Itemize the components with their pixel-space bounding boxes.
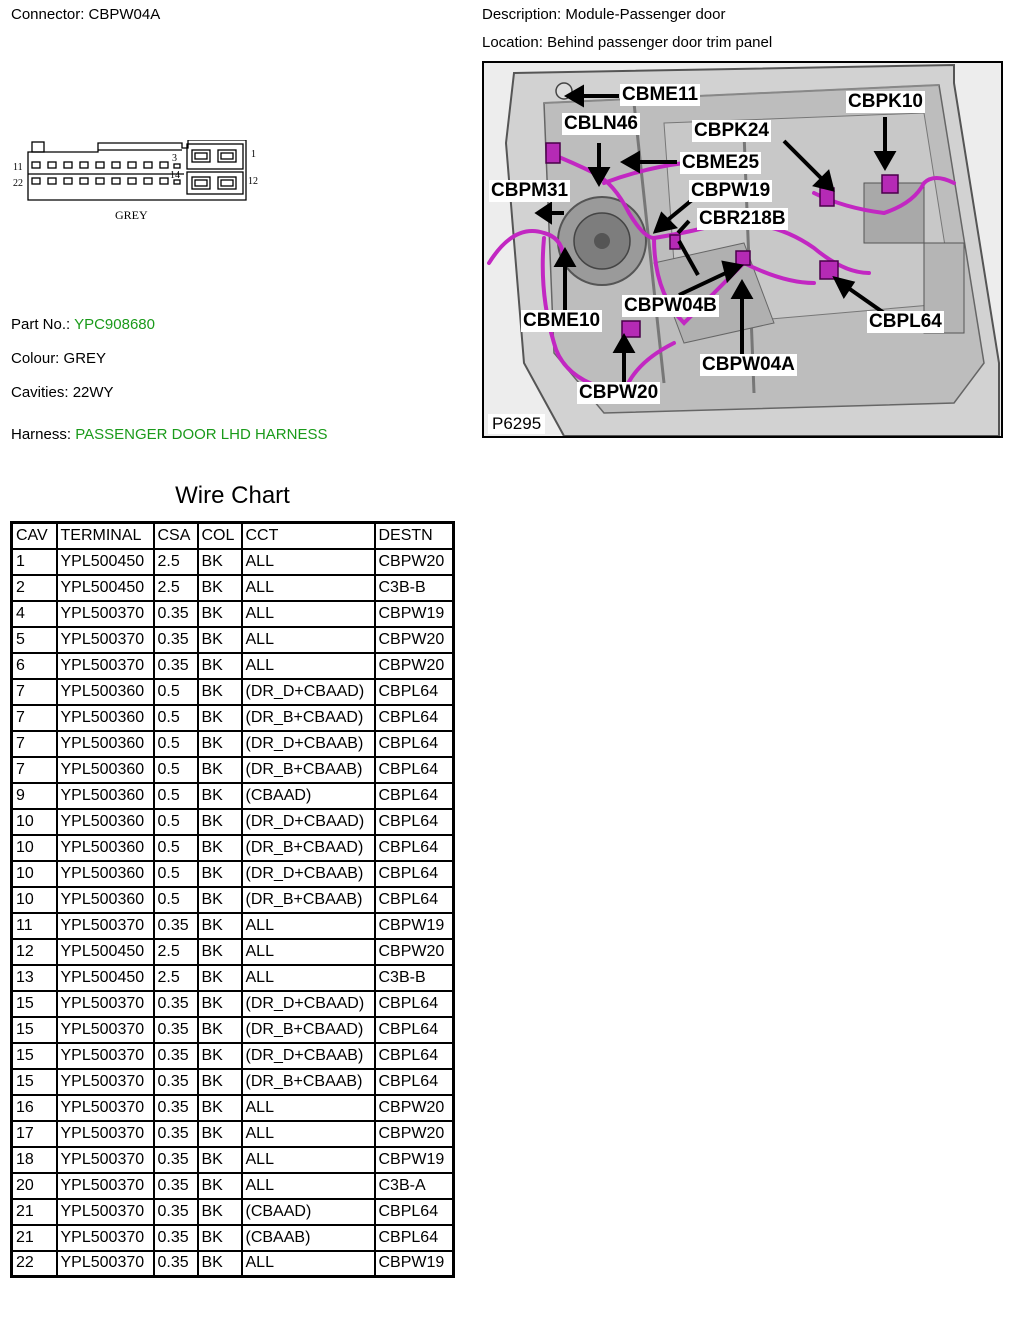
cell-destn: CBPL64 xyxy=(375,1069,454,1095)
connector-line xyxy=(11,6,160,23)
cell-col: BK xyxy=(198,575,242,601)
table-row xyxy=(12,1225,454,1251)
cell-cct: ALL xyxy=(242,1095,375,1121)
cell-cav: 16 xyxy=(12,1095,57,1121)
table-row xyxy=(12,1199,454,1225)
table-row xyxy=(12,965,454,991)
cell-csa: 0.35 xyxy=(154,1251,198,1277)
header-col: COL xyxy=(198,523,242,549)
table-row xyxy=(12,679,454,705)
cell-csa: 0.5 xyxy=(154,809,198,835)
cell-terminal: YPL500360 xyxy=(57,809,154,835)
cell-csa: 0.5 xyxy=(154,835,198,861)
cell-terminal: YPL500370 xyxy=(57,1173,154,1199)
cell-terminal: YPL500370 xyxy=(57,991,154,1017)
pin-label-11: 11 xyxy=(13,162,23,173)
callout-cbme11: CBME11 xyxy=(622,84,699,105)
cell-cav: 6 xyxy=(12,653,57,679)
cell-csa: 0.35 xyxy=(154,627,198,653)
cell-terminal: YPL500360 xyxy=(57,679,154,705)
table-row xyxy=(12,1147,454,1173)
cell-cav: 7 xyxy=(12,705,57,731)
harness-value: PASSENGER DOOR LHD HARNESS xyxy=(75,426,328,443)
cell-col: BK xyxy=(198,705,242,731)
cell-destn: CBPL64 xyxy=(375,731,454,757)
cell-cct: (DR_D+CBAAB) xyxy=(242,861,375,887)
door-location-figure xyxy=(482,61,1003,438)
cell-cct: (CBAAB) xyxy=(242,1225,375,1251)
cell-col: BK xyxy=(198,887,242,913)
table-row xyxy=(12,809,454,835)
cell-destn: CBPL64 xyxy=(375,835,454,861)
cell-col: BK xyxy=(198,783,242,809)
cell-cav: 10 xyxy=(12,809,57,835)
cell-destn: CBPW19 xyxy=(375,1147,454,1173)
cell-cav: 15 xyxy=(12,1069,57,1095)
table-row xyxy=(12,705,454,731)
cell-cct: (DR_D+CBAAB) xyxy=(242,1043,375,1069)
cell-destn: CBPL64 xyxy=(375,991,454,1017)
callout-cbln46: CBLN46 xyxy=(564,113,638,134)
cell-csa: 0.5 xyxy=(154,887,198,913)
cell-cct: (DR_B+CBAAB) xyxy=(242,757,375,783)
cell-csa: 0.35 xyxy=(154,1121,198,1147)
wire-chart-body xyxy=(12,549,454,1277)
cell-terminal: YPL500370 xyxy=(57,627,154,653)
cell-destn: CBPL64 xyxy=(375,861,454,887)
cell-terminal: YPL500360 xyxy=(57,705,154,731)
cell-cav: 20 xyxy=(12,1173,57,1199)
cell-cav: 7 xyxy=(12,731,57,757)
cell-terminal: YPL500360 xyxy=(57,757,154,783)
cell-terminal: YPL500450 xyxy=(57,939,154,965)
table-row xyxy=(12,913,454,939)
cell-col: BK xyxy=(198,991,242,1017)
cell-terminal: YPL500370 xyxy=(57,1199,154,1225)
table-row xyxy=(12,1121,454,1147)
callout-cbpm31: CBPM31 xyxy=(491,180,569,201)
cell-cct: (DR_D+CBAAD) xyxy=(242,679,375,705)
cell-csa: 0.35 xyxy=(154,601,198,627)
cell-cav: 10 xyxy=(12,861,57,887)
cell-cct: ALL xyxy=(242,1173,375,1199)
table-row xyxy=(12,939,454,965)
cell-cct: ALL xyxy=(242,913,375,939)
table-row xyxy=(12,757,454,783)
cell-terminal: YPL500360 xyxy=(57,835,154,861)
harness-label: Harness: xyxy=(11,426,72,443)
callout-cbpk10: CBPK10 xyxy=(848,91,923,112)
cell-col: BK xyxy=(198,653,242,679)
header-destn: DESTN xyxy=(375,523,454,549)
cell-col: BK xyxy=(198,1095,242,1121)
colour-label: Colour: xyxy=(11,350,60,367)
figure-id: P6295 xyxy=(488,414,545,434)
cell-cav: 2 xyxy=(12,575,57,601)
cell-csa: 0.35 xyxy=(154,1199,198,1225)
cell-terminal: YPL500370 xyxy=(57,1017,154,1043)
cell-cav: 22 xyxy=(12,1251,57,1277)
cell-csa: 2.5 xyxy=(154,965,198,991)
cell-cav: 17 xyxy=(12,1121,57,1147)
cell-csa: 0.35 xyxy=(154,1225,198,1251)
cell-terminal: YPL500360 xyxy=(57,731,154,757)
cell-destn: C3B-B xyxy=(375,575,454,601)
cell-cav: 10 xyxy=(12,887,57,913)
cell-cav: 10 xyxy=(12,835,57,861)
cell-col: BK xyxy=(198,1043,242,1069)
pin-label-12: 12 xyxy=(248,176,258,187)
cell-cav: 15 xyxy=(12,991,57,1017)
callout-cbpw20: CBPW20 xyxy=(579,382,659,403)
cell-terminal: YPL500370 xyxy=(57,1043,154,1069)
cell-destn: CBPL64 xyxy=(375,757,454,783)
cell-cav: 1 xyxy=(12,549,57,575)
cell-terminal: YPL500370 xyxy=(57,913,154,939)
connector-label: Connector: xyxy=(11,6,85,23)
cell-destn: CBPL64 xyxy=(375,679,454,705)
cell-cct: (CBAAD) xyxy=(242,1199,375,1225)
description-value: Module-Passenger door xyxy=(565,6,726,23)
cell-col: BK xyxy=(198,1121,242,1147)
cell-cav: 21 xyxy=(12,1225,57,1251)
wire-chart-header-row xyxy=(12,523,454,549)
table-row xyxy=(12,731,454,757)
cell-csa: 0.5 xyxy=(154,861,198,887)
cell-terminal: YPL500370 xyxy=(57,1147,154,1173)
table-row xyxy=(12,887,454,913)
cell-cct: ALL xyxy=(242,1121,375,1147)
table-row xyxy=(12,549,454,575)
cell-csa: 0.35 xyxy=(154,991,198,1017)
cell-csa: 0.35 xyxy=(154,913,198,939)
cell-col: BK xyxy=(198,1069,242,1095)
cell-csa: 2.5 xyxy=(154,575,198,601)
cell-csa: 0.5 xyxy=(154,731,198,757)
cavities-line xyxy=(11,384,114,401)
callout-cbpk24: CBPK24 xyxy=(694,120,769,141)
callout-cbme25: CBME25 xyxy=(682,152,760,173)
connector-colour-text: GREY xyxy=(115,208,148,222)
cell-cct: (DR_B+CBAAD) xyxy=(242,705,375,731)
cell-csa: 0.35 xyxy=(154,1043,198,1069)
wire-chart-table xyxy=(10,521,455,1278)
colour-value: GREY xyxy=(63,350,107,367)
part-no-value: YPC908680 xyxy=(74,316,155,333)
cell-col: BK xyxy=(198,1017,242,1043)
cell-destn: CBPL64 xyxy=(375,705,454,731)
cell-cav: 12 xyxy=(12,939,57,965)
cell-cav: 7 xyxy=(12,679,57,705)
cell-destn: CBPW19 xyxy=(375,913,454,939)
cell-cav: 4 xyxy=(12,601,57,627)
cell-destn: CBPW20 xyxy=(375,939,454,965)
location-label: Location: xyxy=(482,34,543,51)
cell-col: BK xyxy=(198,913,242,939)
cell-cct: (DR_D+CBAAD) xyxy=(242,809,375,835)
cell-col: BK xyxy=(198,731,242,757)
table-row xyxy=(12,1173,454,1199)
location-value: Behind passenger door trim panel xyxy=(547,34,773,51)
cell-terminal: YPL500450 xyxy=(57,549,154,575)
cell-cct: ALL xyxy=(242,627,375,653)
cell-cct: (DR_B+CBAAD) xyxy=(242,835,375,861)
header-csa: CSA xyxy=(154,523,198,549)
cell-terminal: YPL500370 xyxy=(57,1095,154,1121)
cell-csa: 0.5 xyxy=(154,705,198,731)
connector-face-diagram xyxy=(12,140,262,230)
cell-destn: CBPW19 xyxy=(375,601,454,627)
description-label: Description: xyxy=(482,6,562,23)
callout-cbpw04b: CBPW04B xyxy=(624,295,717,316)
pin-label-3: 3 xyxy=(172,153,177,164)
cell-csa: 0.5 xyxy=(154,679,198,705)
cell-destn: C3B-B xyxy=(375,965,454,991)
cell-csa: 0.35 xyxy=(154,1069,198,1095)
cell-terminal: YPL500370 xyxy=(57,601,154,627)
table-row xyxy=(12,627,454,653)
cell-destn: CBPL64 xyxy=(375,809,454,835)
pin-label-22: 22 xyxy=(13,178,23,189)
cell-terminal: YPL500370 xyxy=(57,1069,154,1095)
connector-value: CBPW04A xyxy=(88,6,161,23)
cell-cct: (DR_B+CBAAB) xyxy=(242,887,375,913)
cell-col: BK xyxy=(198,627,242,653)
cell-cav: 7 xyxy=(12,757,57,783)
cell-cav: 11 xyxy=(12,913,57,939)
table-row xyxy=(12,1251,454,1277)
callout-cbpl64: CBPL64 xyxy=(869,311,942,332)
cell-col: BK xyxy=(198,1199,242,1225)
cell-cct: ALL xyxy=(242,575,375,601)
cell-terminal: YPL500370 xyxy=(57,1251,154,1277)
table-row xyxy=(12,1095,454,1121)
table-row xyxy=(12,1043,454,1069)
header-cct: CCT xyxy=(242,523,375,549)
cell-col: BK xyxy=(198,757,242,783)
cell-csa: 2.5 xyxy=(154,549,198,575)
cell-destn: CBPW19 xyxy=(375,1251,454,1277)
table-row xyxy=(12,575,454,601)
harness-line xyxy=(11,426,327,443)
cell-terminal: YPL500450 xyxy=(57,965,154,991)
cell-col: BK xyxy=(198,601,242,627)
cell-cct: ALL xyxy=(242,1147,375,1173)
cell-terminal: YPL500450 xyxy=(57,575,154,601)
cell-col: BK xyxy=(198,1173,242,1199)
table-row xyxy=(12,783,454,809)
location-line xyxy=(482,34,772,51)
cell-cav: 15 xyxy=(12,1017,57,1043)
cell-cct: (CBAAD) xyxy=(242,783,375,809)
cell-col: BK xyxy=(198,1147,242,1173)
cell-destn: CBPW20 xyxy=(375,1095,454,1121)
cell-col: BK xyxy=(198,679,242,705)
cell-destn: CBPL64 xyxy=(375,1043,454,1069)
cell-col: BK xyxy=(198,861,242,887)
cavities-value: 22WY xyxy=(72,384,114,401)
cell-terminal: YPL500360 xyxy=(57,783,154,809)
description-line xyxy=(482,6,725,23)
part-no-line xyxy=(11,316,155,333)
cell-csa: 0.35 xyxy=(154,1173,198,1199)
cell-destn: C3B-A xyxy=(375,1173,454,1199)
callout-cbr218b: CBR218B xyxy=(699,208,786,229)
cell-col: BK xyxy=(198,939,242,965)
cell-cct: ALL xyxy=(242,939,375,965)
cell-destn: CBPL64 xyxy=(375,1199,454,1225)
cell-cct: ALL xyxy=(242,1251,375,1277)
cavities-label: Cavities: xyxy=(11,384,69,401)
table-row xyxy=(12,991,454,1017)
callout-cbpw04a: CBPW04A xyxy=(702,354,795,375)
cell-cav: 21 xyxy=(12,1199,57,1225)
part-no-label: Part No.: xyxy=(11,316,71,333)
table-row xyxy=(12,653,454,679)
cell-destn: CBPW20 xyxy=(375,627,454,653)
cell-col: BK xyxy=(198,549,242,575)
cell-terminal: YPL500370 xyxy=(57,1121,154,1147)
cell-terminal: YPL500370 xyxy=(57,653,154,679)
pin-label-14: 14 xyxy=(170,170,180,181)
cell-cct: (DR_B+CBAAB) xyxy=(242,1069,375,1095)
colour-line xyxy=(11,350,106,367)
cell-csa: 0.5 xyxy=(154,783,198,809)
cell-cct: (DR_D+CBAAD) xyxy=(242,991,375,1017)
cell-cct: ALL xyxy=(242,549,375,575)
cell-cav: 15 xyxy=(12,1043,57,1069)
cell-csa: 0.35 xyxy=(154,1017,198,1043)
cell-cav: 13 xyxy=(12,965,57,991)
cell-csa: 0.35 xyxy=(154,653,198,679)
cell-cct: (DR_D+CBAAB) xyxy=(242,731,375,757)
cell-destn: CBPL64 xyxy=(375,1225,454,1251)
cell-csa: 2.5 xyxy=(154,939,198,965)
cell-terminal: YPL500360 xyxy=(57,887,154,913)
callout-cbpw19: CBPW19 xyxy=(691,180,771,201)
cell-cav: 5 xyxy=(12,627,57,653)
cell-destn: CBPL64 xyxy=(375,783,454,809)
cell-destn: CBPW20 xyxy=(375,1121,454,1147)
cell-csa: 0.35 xyxy=(154,1147,198,1173)
cell-col: BK xyxy=(198,1251,242,1277)
table-row xyxy=(12,861,454,887)
header-terminal: TERMINAL xyxy=(57,523,154,549)
table-row xyxy=(12,1069,454,1095)
cell-destn: CBPL64 xyxy=(375,1017,454,1043)
table-row xyxy=(12,601,454,627)
cell-col: BK xyxy=(198,965,242,991)
cell-cct: ALL xyxy=(242,653,375,679)
cell-destn: CBPL64 xyxy=(375,887,454,913)
cell-cct: ALL xyxy=(242,965,375,991)
wire-chart-title: Wire Chart xyxy=(175,482,290,509)
cell-csa: 0.35 xyxy=(154,1095,198,1121)
cell-cct: (DR_B+CBAAD) xyxy=(242,1017,375,1043)
cell-destn: CBPW20 xyxy=(375,549,454,575)
pin-label-1: 1 xyxy=(251,149,256,160)
table-row xyxy=(12,835,454,861)
cell-cct: ALL xyxy=(242,601,375,627)
cell-csa: 0.5 xyxy=(154,757,198,783)
cell-col: BK xyxy=(198,835,242,861)
cell-col: BK xyxy=(198,1225,242,1251)
cell-destn: CBPW20 xyxy=(375,653,454,679)
header-cav: CAV xyxy=(12,523,57,549)
cell-terminal: YPL500370 xyxy=(57,1225,154,1251)
callout-cbme10: CBME10 xyxy=(523,310,601,331)
cell-cav: 9 xyxy=(12,783,57,809)
table-row xyxy=(12,1017,454,1043)
cell-col: BK xyxy=(198,809,242,835)
cell-cav: 18 xyxy=(12,1147,57,1173)
cell-terminal: YPL500360 xyxy=(57,861,154,887)
